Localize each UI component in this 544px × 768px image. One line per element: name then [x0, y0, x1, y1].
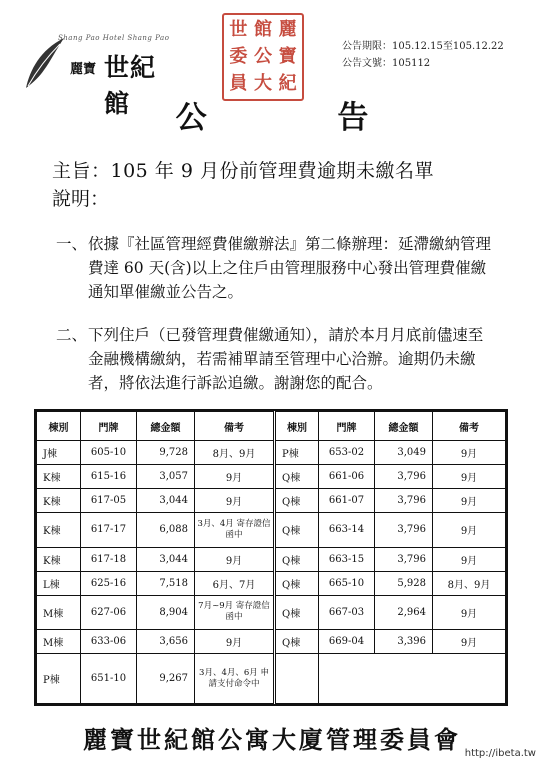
table-row	[37, 547, 506, 571]
seal-char: 紀	[278, 72, 297, 94]
cell-unit: 625-16	[81, 571, 137, 595]
cell-remark: 8月、9月	[195, 441, 275, 465]
table-row	[37, 465, 506, 489]
cell-remark: 9月	[195, 630, 275, 654]
cell-amount: 7,518	[137, 571, 195, 595]
cell-remark: 9月	[433, 547, 506, 571]
item-number: 二、	[56, 326, 88, 344]
doc-label: 公告文號：	[342, 58, 392, 69]
cell-remark: 9月	[195, 465, 275, 489]
item-number: 一、	[56, 235, 88, 253]
cell-empty	[433, 654, 506, 704]
explain-label: 說明：	[52, 188, 110, 210]
arrears-table	[34, 409, 508, 706]
cell-amount: 3,796	[375, 513, 433, 548]
logo	[20, 34, 180, 118]
period-label: 公告期限：	[342, 41, 392, 52]
table-row	[37, 654, 506, 704]
cell-remark: 8月、9月	[433, 571, 506, 595]
cell-remark: 6月、7月	[195, 571, 275, 595]
cell-unit: 633-06	[81, 630, 137, 654]
header-building: 棟別	[37, 412, 81, 441]
doc-value: 105112	[392, 58, 431, 69]
cell-unit: 627-06	[81, 595, 137, 630]
seal-char: 委	[229, 45, 248, 67]
cell-remark: 9月	[433, 513, 506, 548]
cell-amount: 3,044	[137, 489, 195, 513]
committee-signature: 麗寶世紀館公寓大廈管理委員會	[83, 725, 461, 754]
table-row	[37, 441, 506, 465]
cell-unit: 665-10	[319, 571, 375, 595]
page-title: 公 告	[175, 100, 429, 136]
cell-remark: 9月	[433, 465, 506, 489]
cell-amount: 9,267	[137, 654, 195, 704]
cell-unit: 661-06	[319, 465, 375, 489]
logo-name-big: 世紀館	[104, 53, 157, 118]
seal-char: 員	[229, 72, 248, 94]
period-row	[342, 38, 504, 55]
cell-unit: 651-10	[81, 654, 137, 704]
cell-building: K棟	[37, 513, 81, 548]
period-value: 105.12.15至105.12.22	[392, 41, 504, 52]
item-text: 下列住戶（已發管理費催繳通知），請於本月月底前儘速至金融機構繳納，若需補單請至管理中心洽辦。逾期仍未繳者，將依法進行訴訟追繳。謝謝您的配合。	[88, 326, 484, 392]
explain-item	[56, 323, 496, 395]
header-unit: 門牌	[319, 412, 375, 441]
cell-unit: 667-03	[319, 595, 375, 630]
cell-amount: 2,964	[375, 595, 433, 630]
cell-amount: 3,796	[375, 465, 433, 489]
cell-remark: 9月	[433, 441, 506, 465]
cell-building: J棟	[37, 441, 81, 465]
seal-char: 大	[253, 72, 272, 94]
cell-empty	[275, 654, 319, 704]
header-amount: 總金額	[375, 412, 433, 441]
subject-line: 主旨：105 年 9 月份前管理費逾期未繳名單	[52, 160, 434, 182]
cell-amount: 5,928	[375, 571, 433, 595]
cell-unit: 661-07	[319, 489, 375, 513]
cell-unit: 663-15	[319, 547, 375, 571]
cell-remark: 9月	[195, 547, 275, 571]
cell-empty	[375, 654, 433, 704]
cell-building: Q棟	[275, 595, 319, 630]
cell-amount: 3,057	[137, 465, 195, 489]
table-row	[37, 630, 506, 654]
feather-quill-icon	[20, 36, 68, 92]
header-remark: 備考	[433, 412, 506, 441]
cell-remark: 9月	[433, 489, 506, 513]
cell-unit: 617-05	[81, 489, 137, 513]
table-row	[37, 513, 506, 548]
explain-item	[56, 232, 496, 304]
table-row	[37, 571, 506, 595]
cell-building: Q棟	[275, 571, 319, 595]
cell-remark: 9月	[195, 489, 275, 513]
item-text: 依據『社區管理經費催繳辦法』第二條辦理：延滯繳納管理費達 60 天(含)以上之住戶由管理服務中心發出管理費催繳通知單催繳並公告之。	[88, 235, 492, 301]
cell-amount: 3,049	[375, 441, 433, 465]
seal-char: 公	[253, 45, 272, 67]
cell-unit: 617-18	[81, 547, 137, 571]
cell-unit: 653-02	[319, 441, 375, 465]
cell-amount: 3,044	[137, 547, 195, 571]
cell-remark: 3月、4月 寄存證信函中	[195, 513, 275, 548]
table-row	[37, 595, 506, 630]
header-building: 棟別	[275, 412, 319, 441]
cell-building: Q棟	[275, 547, 319, 571]
logo-script: Shang Pao Hotel Shang Pao	[58, 34, 170, 42]
cell-building: L棟	[37, 571, 81, 595]
site-watermark: http://ibeta.tw	[464, 748, 536, 759]
committee-seal	[222, 13, 304, 101]
cell-building: M棟	[37, 595, 81, 630]
seal-char: 寶	[278, 45, 297, 67]
cell-building: K棟	[37, 547, 81, 571]
cell-unit: 663-14	[319, 513, 375, 548]
cell-building: Q棟	[275, 489, 319, 513]
cell-building: M棟	[37, 630, 81, 654]
cell-building: Q棟	[275, 630, 319, 654]
cell-building: K棟	[37, 465, 81, 489]
cell-unit: 617-17	[81, 513, 137, 548]
cell-amount: 6,088	[137, 513, 195, 548]
cell-amount: 8,904	[137, 595, 195, 630]
cell-amount: 3,656	[137, 630, 195, 654]
header-remark: 備考	[195, 412, 275, 441]
cell-building: K棟	[37, 489, 81, 513]
notice-meta	[342, 38, 504, 72]
logo-name-small: 麗寶	[70, 62, 97, 77]
cell-remark: 3月、4月、6月 申請支付命令中	[195, 654, 275, 704]
cell-building: P棟	[37, 654, 81, 704]
seal-char: 世	[229, 19, 248, 41]
cell-amount: 3,396	[375, 630, 433, 654]
table-row	[37, 489, 506, 513]
doc-row	[342, 55, 504, 72]
cell-remark: 7月~9月 寄存證信函中	[195, 595, 275, 630]
header-unit: 門牌	[81, 412, 137, 441]
cell-building: Q棟	[275, 513, 319, 548]
cell-empty	[319, 654, 375, 704]
cell-unit: 669-04	[319, 630, 375, 654]
seal-char: 麗	[278, 19, 297, 41]
cell-amount: 3,796	[375, 547, 433, 571]
cell-remark: 9月	[433, 595, 506, 630]
cell-unit: 605-10	[81, 441, 137, 465]
cell-remark: 9月	[433, 630, 506, 654]
cell-building: Q棟	[275, 465, 319, 489]
seal-char: 館	[253, 19, 272, 41]
cell-amount: 3,796	[375, 489, 433, 513]
table-header-row	[37, 412, 506, 441]
header-amount: 總金額	[137, 412, 195, 441]
cell-building: P棟	[275, 441, 319, 465]
cell-amount: 9,728	[137, 441, 195, 465]
cell-unit: 615-16	[81, 465, 137, 489]
